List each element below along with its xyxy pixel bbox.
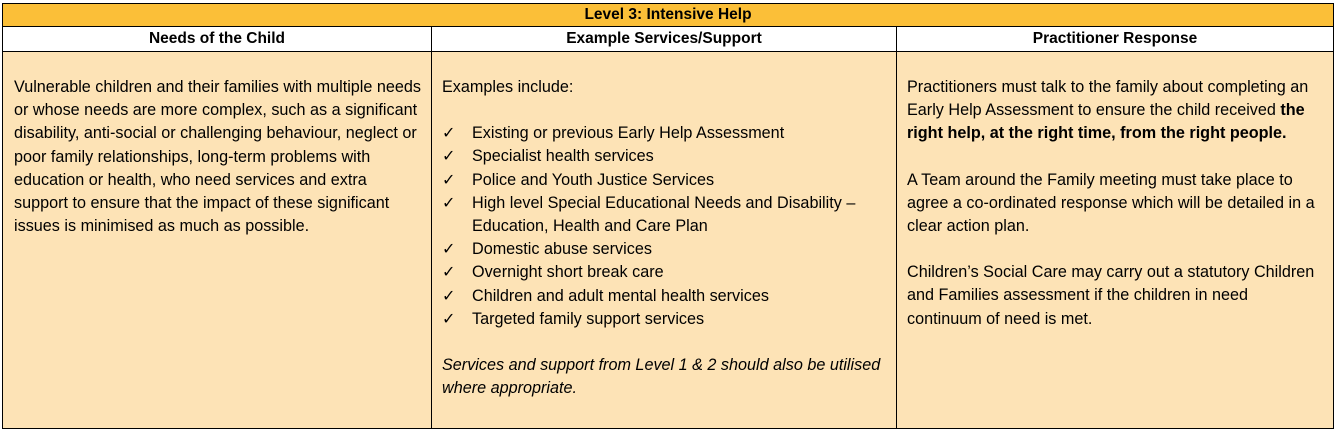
service-item: Overnight short break care [472, 263, 664, 282]
header-services: Example Services/Support [432, 27, 897, 51]
response-text: Practitioners must talk to the family about completing an Early Help Assessment to ensure the child received [907, 78, 1309, 120]
check-icon: ✓ [442, 147, 456, 166]
list-item [442, 192, 886, 238]
services-cell [432, 52, 897, 428]
service-item: Domestic abuse services [472, 240, 652, 259]
check-icon: ✓ [442, 170, 456, 189]
service-item: Existing or previous Early Help Assessment [472, 124, 785, 143]
needs-cell [3, 52, 432, 428]
response-emphasis: the right help, at the right time, from the right people. [907, 101, 1305, 143]
check-icon: ✓ [442, 124, 456, 143]
response-paragraph-2: A Team around the Family meeting must take place to agree a co-ordinated response which will be detailed in a clear action plan. [907, 170, 1315, 236]
service-item: Targeted family support services [472, 309, 705, 328]
service-item: Specialist health services [472, 147, 654, 166]
response-cell [897, 52, 1333, 428]
check-icon: ✓ [442, 286, 456, 305]
service-item: High level Special Educational Needs and Disability – Education, Health and Care Plan [472, 193, 856, 236]
list-item [442, 285, 886, 308]
check-icon: ✓ [442, 263, 456, 282]
service-item: Children and adult mental health services [472, 286, 769, 305]
response-paragraph-3: Children’s Social Care may carry out a statutory Children and Families assessment if the children in need continuum of need is met. [907, 263, 1315, 328]
header-needs: Needs of the Child [3, 27, 432, 51]
check-icon: ✓ [442, 193, 456, 212]
list-item [442, 261, 886, 284]
list-item [442, 122, 886, 145]
needs-text: Vulnerable children and their families with multiple needs or whose needs are more complex, such as a significant disability, anti-social or challenging behaviour, neglect or poor family relationships, long-term problems with education or health, who need services and extra support to ensure that the impact of these significant issues is minimised as much as possible. [14, 78, 422, 236]
response-paragraph-1 [907, 76, 1321, 146]
header-response: Practitioner Response [1032, 30, 1198, 47]
services-list [442, 122, 886, 331]
check-icon: ✓ [442, 240, 456, 259]
check-icon: ✓ [442, 309, 456, 328]
list-item [442, 169, 886, 192]
service-item: Police and Youth Justice Services [472, 170, 715, 189]
list-item [442, 308, 886, 331]
table-title: Level 3: Intensive Help [3, 4, 1333, 27]
header-row [3, 27, 1333, 52]
services-note: Services and support from Level 1 & 2 should also be utilised where appropriate. [442, 356, 881, 398]
body-row [3, 52, 1333, 428]
list-item [442, 238, 886, 261]
services-intro: Examples include: [442, 78, 574, 96]
intensive-help-table [2, 3, 1334, 429]
list-item [442, 145, 886, 168]
